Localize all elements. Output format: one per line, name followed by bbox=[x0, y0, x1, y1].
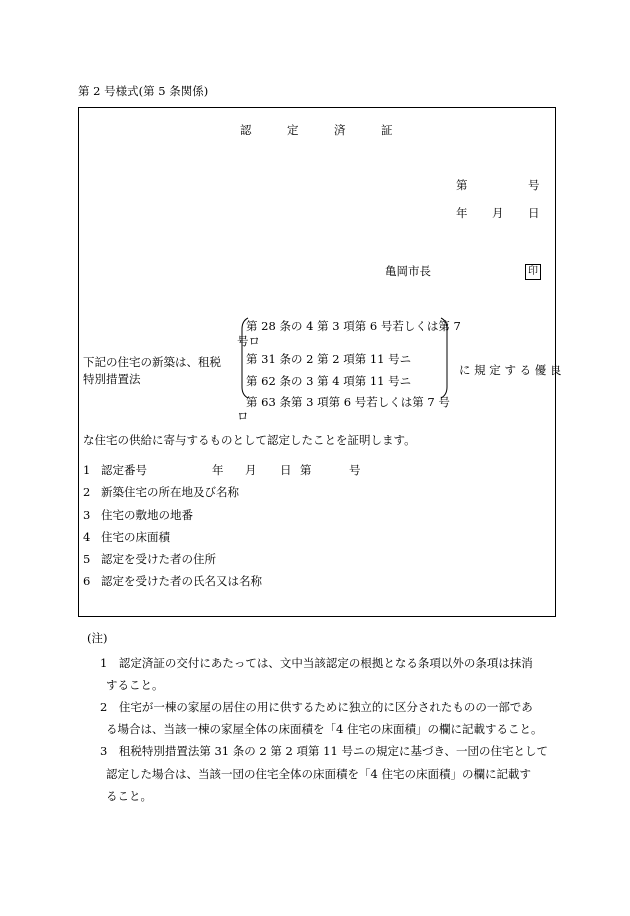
option-line: ロ bbox=[237, 409, 249, 423]
item-number: 5 bbox=[83, 552, 91, 566]
note-line: 認定した場合は、当該一団の住宅全体の床面積を「4 住宅の床面積」の欄に記載す bbox=[106, 767, 531, 781]
note-line: ること。 bbox=[106, 789, 152, 803]
notes-heading: (注) bbox=[87, 631, 108, 645]
body-suffix: に 規 定 す る 優 良 bbox=[459, 363, 562, 377]
item1-month: 月 bbox=[245, 463, 257, 477]
mayor-name: 亀岡市長 bbox=[385, 264, 431, 278]
seal-stamp: 印 bbox=[525, 264, 541, 280]
item-number: 6 bbox=[83, 574, 91, 588]
option-line: 号ロ bbox=[237, 334, 260, 348]
item1-dai: 第 bbox=[300, 463, 312, 477]
item1-go: 号 bbox=[349, 463, 361, 477]
date-month: 月 bbox=[492, 206, 504, 220]
item1-day: 日 bbox=[280, 463, 292, 477]
form-label: 第 2 号様式(第 5 条関係) bbox=[78, 84, 209, 98]
date-year: 年 bbox=[456, 206, 468, 220]
option-line: 第 28 条の 4 第 3 項第 6 号若しくは第 7 bbox=[246, 319, 461, 333]
title-char: 済 bbox=[334, 123, 346, 137]
item-label: 認定を受けた者の氏名又は名称 bbox=[101, 574, 262, 588]
option-line: 第 31 条の 2 第 2 項第 11 号ニ bbox=[246, 352, 412, 366]
item-number: 1 bbox=[83, 463, 91, 477]
body-continuation: な住宅の供給に寄与するものとして認定したことを証明します。 bbox=[83, 433, 416, 447]
certificate-title bbox=[0, 125, 630, 139]
intro-line: 特別措置法 bbox=[83, 372, 141, 386]
option-line: 第 62 条の 3 第 4 項第 11 号ニ bbox=[246, 374, 412, 388]
number-go: 号 bbox=[528, 178, 540, 192]
note-line: 3 租税特別措置法第 31 条の 2 第 2 項第 11 号ニの規定に基づき、一団の住宅として bbox=[100, 744, 548, 758]
item-number: 2 bbox=[83, 485, 91, 499]
title-char: 定 bbox=[287, 123, 299, 137]
item-label: 認定を受けた者の住所 bbox=[101, 552, 216, 566]
item-number: 3 bbox=[83, 508, 91, 522]
option-line: 第 63 条第 3 項第 6 号若しくは第 7 号 bbox=[246, 395, 450, 409]
date-day: 日 bbox=[528, 206, 540, 220]
note-line: 1 認定済証の交付にあたっては、文中当該認定の根拠となる条項以外の条項は抹消 bbox=[100, 656, 533, 670]
title-char: 認 bbox=[240, 123, 252, 137]
item-label: 新築住宅の所在地及び名称 bbox=[101, 485, 239, 499]
item-number: 4 bbox=[83, 530, 91, 544]
item1-year: 年 bbox=[212, 463, 224, 477]
intro-line: 下記の住宅の新築は、租税 bbox=[83, 355, 221, 369]
item-label: 認定番号 bbox=[101, 463, 147, 477]
note-line: すること。 bbox=[106, 678, 164, 692]
item-label: 住宅の敷地の地番 bbox=[101, 508, 193, 522]
title-char: 証 bbox=[381, 123, 393, 137]
number-dai: 第 bbox=[456, 178, 468, 192]
item-label: 住宅の床面積 bbox=[101, 530, 170, 544]
note-line: る場合は、当該一棟の家屋全体の床面積を「4 住宅の床面積」の欄に記載すること。 bbox=[106, 722, 543, 736]
note-line: 2 住宅が一棟の家屋の居住の用に供するために独立的に区分されたものの一部であ bbox=[100, 700, 533, 714]
